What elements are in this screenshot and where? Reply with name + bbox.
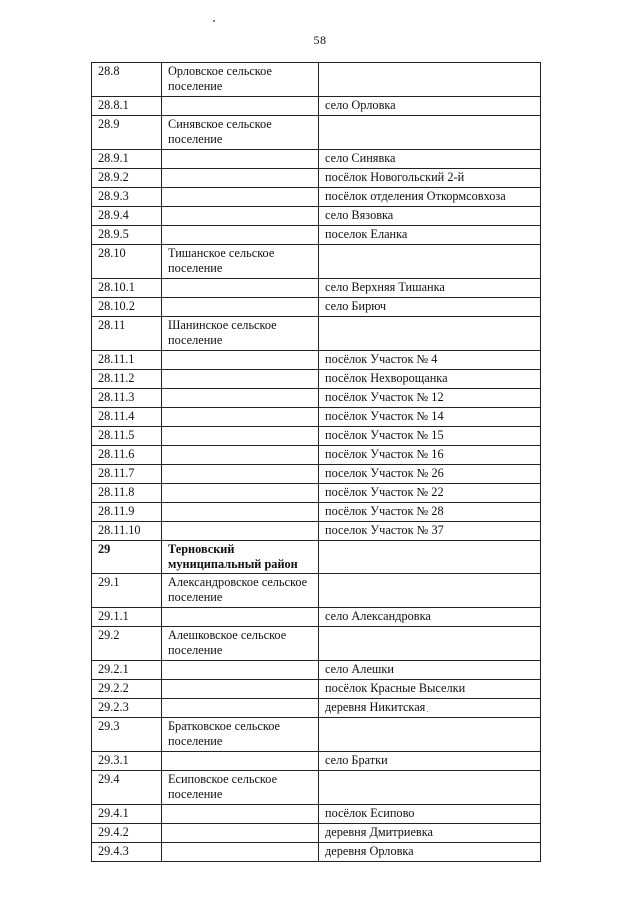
row-code-cell: 28.11.10 [92, 522, 162, 541]
row-settlement-cell: посёлок Новогольский 2-й [319, 169, 541, 188]
row-settlement-cell: посёлок Есипово [319, 805, 541, 824]
row-settlement-cell: село Орловка [319, 97, 541, 116]
table-row [92, 541, 541, 574]
table-body [92, 63, 541, 862]
row-settlement-cell: село Братки [319, 752, 541, 771]
table-row [92, 298, 541, 317]
row-settlement-cell [319, 718, 541, 752]
table-row [92, 752, 541, 771]
table-row [92, 824, 541, 843]
table-row [92, 188, 541, 207]
table-row [92, 226, 541, 245]
row-code-cell: 29.4 [92, 771, 162, 805]
row-code-cell: 29.3 [92, 718, 162, 752]
row-settlement-cell [319, 116, 541, 150]
row-settlement-cell: поселок Участок № 37 [319, 522, 541, 541]
table-row [92, 805, 541, 824]
table-row [92, 608, 541, 627]
row-settlement-cell: посёлок Участок № 4 [319, 351, 541, 370]
table-row [92, 843, 541, 862]
row-code-cell: 29.4.1 [92, 805, 162, 824]
row-name-cell [162, 805, 319, 824]
row-code-cell: 28.11.6 [92, 446, 162, 465]
row-code-cell: 29.2.2 [92, 680, 162, 699]
table-row [92, 169, 541, 188]
table-row [92, 680, 541, 699]
table-row [92, 279, 541, 298]
row-code-cell: 28.9 [92, 116, 162, 150]
row-settlement-cell: посёлок Участок № 22 [319, 484, 541, 503]
row-settlement-cell: поселок Участок № 26 [319, 465, 541, 484]
table-row [92, 574, 541, 608]
row-name-cell [162, 680, 319, 699]
row-name-cell [162, 484, 319, 503]
row-name-cell [162, 389, 319, 408]
row-name-cell [162, 427, 319, 446]
row-name-cell: Терновский муниципальный район [162, 541, 319, 574]
row-code-cell: 29.2.1 [92, 661, 162, 680]
row-settlement-cell: посёлок Участок № 16 [319, 446, 541, 465]
table-row [92, 408, 541, 427]
row-settlement-cell [319, 771, 541, 805]
row-code-cell: 29.2.3 [92, 699, 162, 718]
row-name-cell [162, 661, 319, 680]
row-name-cell [162, 446, 319, 465]
row-name-cell [162, 298, 319, 317]
row-settlement-cell: деревня Дмитриевка [319, 824, 541, 843]
row-settlement-cell: село Александровка [319, 608, 541, 627]
row-name-cell: Синявское сельское поселение [162, 116, 319, 150]
row-code-cell: 28.11.5 [92, 427, 162, 446]
row-settlement-cell: посёлок отделения Откормсовхоза [319, 188, 541, 207]
row-name-cell [162, 97, 319, 116]
row-settlement-cell: посёлок Нехворощанка [319, 370, 541, 389]
table-row [92, 116, 541, 150]
row-code-cell: 29.2 [92, 627, 162, 661]
row-code-cell: 28.10 [92, 245, 162, 279]
row-code-cell: 28.9.5 [92, 226, 162, 245]
row-code-cell: 28.11.9 [92, 503, 162, 522]
table-row [92, 63, 541, 97]
table-row [92, 484, 541, 503]
row-settlement-cell: село Вязовка [319, 207, 541, 226]
row-name-cell: Есиповское сельское поселение [162, 771, 319, 805]
row-settlement-cell: деревня Никитская [319, 699, 541, 718]
row-name-cell [162, 699, 319, 718]
row-name-cell: Орловское сельское поселение [162, 63, 319, 97]
row-code-cell: 28.11.3 [92, 389, 162, 408]
row-code-cell: 28.11.4 [92, 408, 162, 427]
table-row [92, 699, 541, 718]
row-settlement-cell: посёлок Участок № 14 [319, 408, 541, 427]
table-row [92, 207, 541, 226]
table-row [92, 771, 541, 805]
row-code-cell: 28.10.2 [92, 298, 162, 317]
row-name-cell: Алешковское сельское поселение [162, 627, 319, 661]
row-settlement-cell [319, 541, 541, 574]
row-name-cell [162, 608, 319, 627]
row-code-cell: 28.11.1 [92, 351, 162, 370]
row-settlement-cell: село Верхняя Тишанка [319, 279, 541, 298]
row-code-cell: 28.10.1 [92, 279, 162, 298]
table-row [92, 465, 541, 484]
row-name-cell [162, 503, 319, 522]
row-code-cell: 29.4.3 [92, 843, 162, 862]
table-row [92, 446, 541, 465]
row-settlement-cell [319, 574, 541, 608]
page-number: 58 [313, 33, 327, 47]
row-name-cell [162, 207, 319, 226]
row-code-cell: 29.4.2 [92, 824, 162, 843]
table-row [92, 245, 541, 279]
row-code-cell: 28.8.1 [92, 97, 162, 116]
row-settlement-cell: село Алешки [319, 661, 541, 680]
table-row [92, 503, 541, 522]
row-name-cell [162, 408, 319, 427]
row-code-cell: 29 [92, 541, 162, 574]
row-settlement-cell: посёлок Участок № 28 [319, 503, 541, 522]
row-settlement-cell [319, 627, 541, 661]
row-code-cell: 29.1 [92, 574, 162, 608]
row-code-cell: 28.11.2 [92, 370, 162, 389]
row-settlement-cell [319, 63, 541, 97]
row-settlement-cell: поселок Еланка [319, 226, 541, 245]
row-name-cell [162, 522, 319, 541]
table-row [92, 522, 541, 541]
row-name-cell [162, 188, 319, 207]
row-name-cell [162, 843, 319, 862]
table-row [92, 97, 541, 116]
row-name-cell [162, 824, 319, 843]
row-code-cell: 28.8 [92, 63, 162, 97]
row-code-cell: 29.3.1 [92, 752, 162, 771]
row-name-cell [162, 279, 319, 298]
scan-speck [213, 20, 215, 22]
row-code-cell: 28.9.1 [92, 150, 162, 169]
row-code-cell: 28.11.8 [92, 484, 162, 503]
row-name-cell [162, 370, 319, 389]
row-code-cell: 28.9.2 [92, 169, 162, 188]
table-row [92, 627, 541, 661]
settlements-table [91, 62, 541, 862]
row-name-cell [162, 465, 319, 484]
row-code-cell: 28.11.7 [92, 465, 162, 484]
row-name-cell [162, 226, 319, 245]
row-name-cell: Тишанское сельское поселение [162, 245, 319, 279]
row-name-cell: Александровское сельское поселение [162, 574, 319, 608]
table-row [92, 317, 541, 351]
row-settlement-cell [319, 245, 541, 279]
table-row [92, 661, 541, 680]
row-name-cell [162, 150, 319, 169]
table-row [92, 389, 541, 408]
table-row [92, 150, 541, 169]
row-code-cell: 28.9.4 [92, 207, 162, 226]
row-code-cell: 28.11 [92, 317, 162, 351]
table-row [92, 718, 541, 752]
row-name-cell: Братковское сельское поселение [162, 718, 319, 752]
row-name-cell [162, 752, 319, 771]
row-settlement-cell: посёлок Участок № 15 [319, 427, 541, 446]
row-name-cell [162, 169, 319, 188]
table-row [92, 370, 541, 389]
row-settlement-cell: село Бирюч [319, 298, 541, 317]
row-code-cell: 28.9.3 [92, 188, 162, 207]
table-row [92, 351, 541, 370]
row-name-cell: Шанинское сельское поселение [162, 317, 319, 351]
row-settlement-cell: посёлок Красные Выселки [319, 680, 541, 699]
row-settlement-cell: посёлок Участок № 12 [319, 389, 541, 408]
row-settlement-cell: село Синявка [319, 150, 541, 169]
table-row [92, 427, 541, 446]
row-code-cell: 29.1.1 [92, 608, 162, 627]
row-name-cell [162, 351, 319, 370]
row-settlement-cell [319, 317, 541, 351]
row-settlement-cell: деревня Орловка [319, 843, 541, 862]
